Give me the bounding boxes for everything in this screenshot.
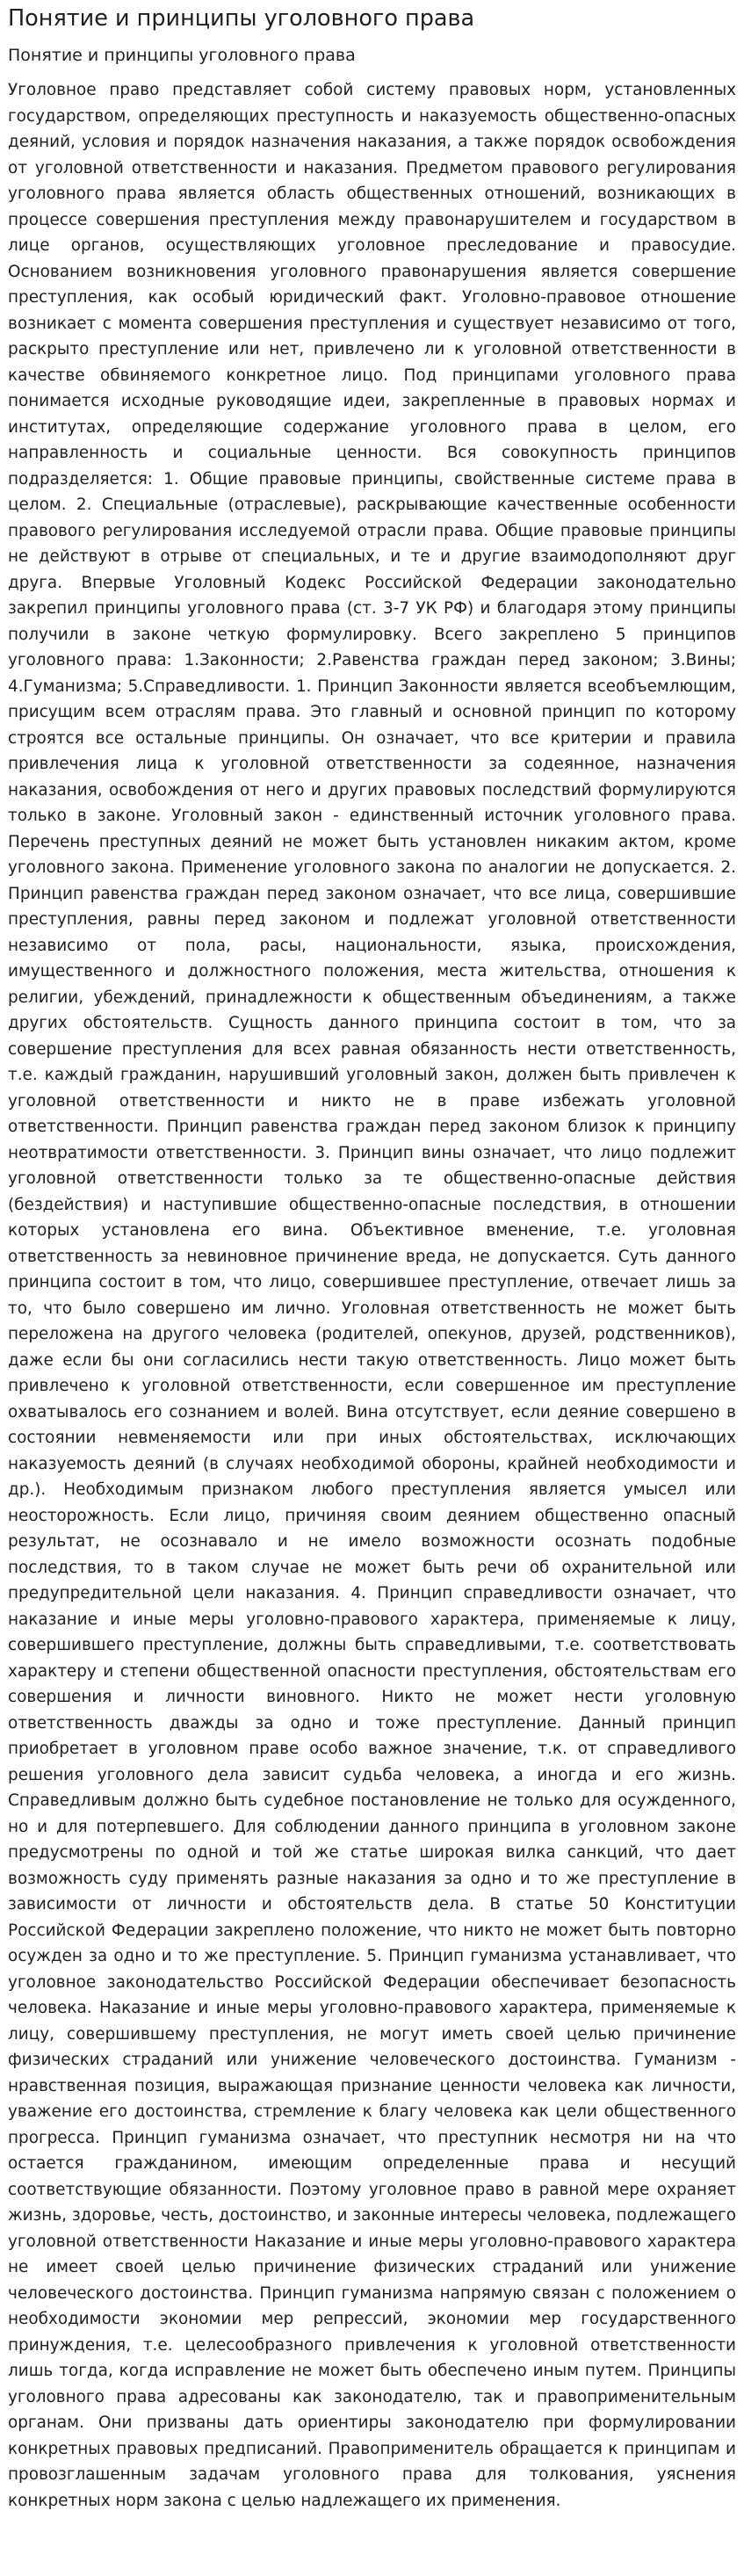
article-body: Уголовное право представляет собой систему правовых норм, установленных государством, определяющих преступность и наказуемость общественно-опасных деяний, условия и порядок назначения наказания, а также порядок освобождения от уголовной ответственности и наказания. Предметом правового регулирования уголовного права является область общественных отношений, возникающих в процессе совершения преступления между правонарушителем и государством в лице органов, осуществляющих уголовное преследование и правосудие. Основанием возникновения уголовного правонарушения является совершение преступления, как особый юридический факт. Уголовно-правовое отношение возникает с момента совершения преступления и существует независимо от того, раскрыто преступление или нет, привлечено ли к уголовной ответственности в качестве обвиняемого конкретное лицо. Под принципами уголовного права понимается исходные руководящие идеи, закрепленные в правовых нормах и институтах, определяющие содержание уголовного права в целом, его направленность и социальные ценности. Вся совокупность принципов подразделяется: 1. Общие правовые принципы, свойственные системе права в целом. 2. Специальные (отраслевые), раскрывающие качественные особенности правового регулирования исследуемой отрасли права. Общие правовые принципы не действуют в отрыве от специальных, и те и другие взаимодополняют друг друга. Впервые Уголовный Кодекс Российской Федерации законодательно закрепил принципы уголовного права (ст. 3-7 УК РФ) и благодаря этому принципы получили в законе четкую формулировку. Всего закреплено 5 принципов уголовного права: 1.Законности; 2.Равенства граждан перед законом; 3.Вины; 4.Гуманизма; 5.Справедливости. 1. Принцип Законности является всеобъемлющим, присущим всем отраслям права. Это главный и основной принцип по которому строятся все остальные принципы. Он означает, что все критерии и правила привлечения лица к уголовной ответственности за содеянное, назначения наказания, освобождения от него и других правовых последствий формулируются только в законе. Уголовный закон - единственный источник уголовного права. Перечень преступных деяний не может быть установлен никаким актом, кроме уголовного закона. Применение уголовного закона по аналогии не допускается. 2. Принцип равенства граждан перед законом означает, что все лица, совершившие преступления, равны перед законом и подлежат уголовной ответственности независимо от пола, расы, национальности, языка, происхождения, имущественного и должностного положения, места жительства, отношения к религии, убеждений, принадлежности к общественным объединениям, а также других обстоятельств. Сущность данного принципа состоит в том, что за совершение преступления для всех равная обязанность нести ответственность, т.е. каждый гражданин, нарушивший уголовный закон, должен быть привлечен к уголовной ответственности и никто не в праве избежать уголовной ответственности. Принцип равенства граждан перед законом близок к принципу неотвратимости ответственности. 3. Принцип вины означает, что лицо подлежит уголовной ответственности только за те общественно-опасные действия (бездействия) и наступившие общественно-опасные последствия, в отношении которых установлена его вина. Объективное вменение, т.е. уголовная ответственность за невиновное причинение вреда, не допускается. Суть данного принципа состоит в том, что лицо, совершившее преступление, отвечает лишь за то, что было совершено им лично. Уголовная ответственность не может быть переложена на другого человека (родителей, опекунов, друзей, родственников), даже если бы они согласились нести такую ответственность. Лицо может быть привлечено к уголовной ответственности, если совершенное им преступление охватывалось его сознанием и волей. Вина отсутствует, если деяние совершено в состоянии невменяемости или при иных обстоятельствах, исключающих наказуемость деяний (в случаях необходимой обороны, крайней необходимости и др.). Необходимым признаком любого преступления является умысел или неосторожность. Если лицо, причиняя своим деянием общественно опасный результат, не осознавало и не имело возможности осознать подобные последствия, то в таком случае не может быть речи об охранительной или предупредительной цели наказания. 4. Принцип справедливости означает, что наказание и иные меры уголовно-правового характера, применяемые к лицу, совершившего преступление, должны быть справедливыми, т.е. соответствовать характеру и степени общественной опасности преступления, обстоятельствам его совершения и личности виновного. Никто не может нести уголовную ответственность дважды за одно и тоже преступление. Данный принцип приобретает в уголовном праве особо важное значение, т.к. от справедливого решения уголовного дела зависит судьба человека, а иногда и его жизнь. Справедливым должно быть судебное постановление не только для осужденного, но и для потерпевшего. Для соблюдении данного принципа в уголовном законе предусмотрены по одной и той же статье широкая вилка санкций, что дает возможность суду применять разные наказания за одно и то же преступление в зависимости от личности и обстоятельств дела. В статье 50 Конституции Российской Федерации закреплено положение, что никто не может быть повторно осужден за одно и то же преступление. 5. Принцип гуманизма устанавливает, что уголовное законодательство Российской Федерации обеспечивает безопасность человека. Наказание и иные меры уголовно-правового характера, применяемые к лицу, совершившему преступления, не могут иметь своей целью причинение физических страданий или унижение человеческого достоинства. Гуманизм - нравственная позиция, выражающая признание ценности человека как личности, уважение его достоинства, стремление к благу человека как цели общественного прогресса. Принцип гуманизма означает, что преступник несмотря ни на что остается гражданином, имеющим определенные права и несущий соответствующие обязанности. Поэтому уголовное право в равной мере охраняет жизнь, здоровье, честь, достоинство, и законные интересы человека, подлежащего уголовной ответственности Наказание и иные меры уголовно-правового характера не имеет своей целью причинение физических страданий или унижение человеческого достоинства. Принцип гуманизма напрямую связан с положением о необходимости экономии мер репрессий, экономии мер государственного принуждения, т.е. целесообразного привлечения к уголовной ответственности лишь тогда, когда исправление не может быть обеспечено иным путем. Принципы уголовного права адресованы как законодателю, так и правоприменительным органам. Они призваны дать ориентиры законодателю при формулировании конкретных правовых предписаний. Правоприменитель обращается к принципам и провозглашенным задачам уголовного права для толкования, уяснения конкретных норм закона с целью надлежащего их применения. [8, 81, 736, 2510]
page-title: Понятие и принципы уголовного права [8, 5, 475, 32]
page-subtitle: Понятие и принципы уголовного права [8, 46, 356, 65]
